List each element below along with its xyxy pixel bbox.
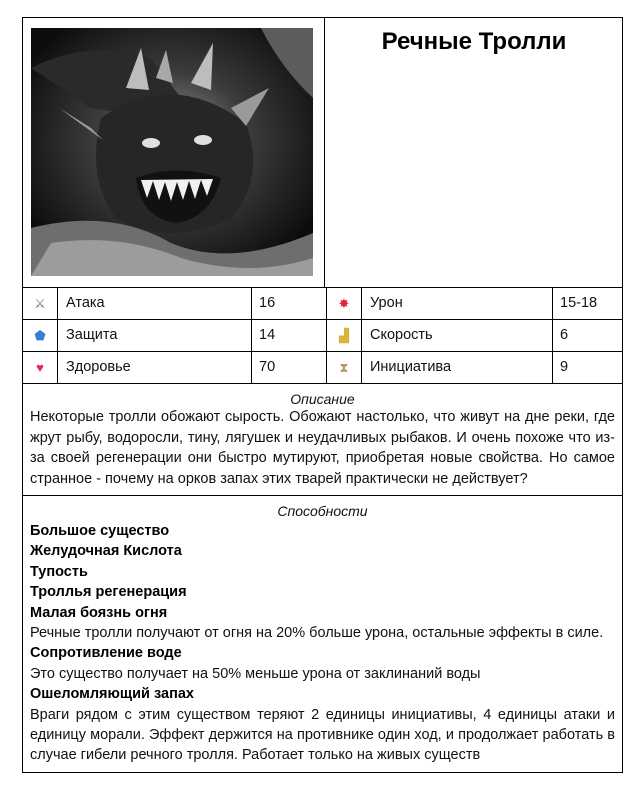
- stat-label: Урон: [362, 288, 553, 319]
- ability-name: Малая боязнь огня: [30, 604, 168, 621]
- stat-value: 9: [560, 359, 569, 375]
- stat-value: 16: [252, 288, 327, 319]
- stat-label: Скорость: [362, 320, 553, 351]
- stat-row: [23, 288, 622, 320]
- abilities-list: [23, 521, 622, 766]
- ability-name: Ошеломляющий запах: [30, 686, 194, 703]
- stat-label: Защита: [58, 320, 252, 351]
- stat-value: 6: [560, 327, 569, 343]
- shield-icon: ⬟: [23, 320, 58, 351]
- card-header: [23, 18, 622, 288]
- ability-name: Троллья регенерация: [30, 584, 187, 601]
- stat-label: Инициатива: [362, 352, 553, 383]
- ability-description: Это существо получает на 50% меньше урона от заклинаний воды: [30, 665, 481, 682]
- creature-title: Речные Тролли: [381, 28, 567, 55]
- ability-name: Тупость: [30, 563, 88, 580]
- portrait-cell: [23, 18, 325, 288]
- heart-icon: ♥: [23, 352, 58, 383]
- stat-row: [23, 352, 622, 384]
- hourglass-icon: ⧗: [327, 352, 362, 383]
- description-text: Некоторые тролли обожают сырость. Обожают настолько, что живут на дне реки, где жрут рыбу, водоросли, тину, лягушек и неудачливых рыбаков. И очень похоже что из-за своей регенерации они быстро мутируют, приобретая новые свойства. Но самое странное - почему на орков запах этих тварей практически не действует?: [30, 409, 615, 487]
- stat-value: 70: [252, 352, 327, 383]
- creature-portrait: [31, 28, 313, 276]
- burst-icon: ✸: [327, 288, 362, 319]
- stat-value: 15-18: [560, 295, 598, 311]
- ability-name: Большое существо: [30, 523, 170, 539]
- ability-name: Сопротивление воде: [30, 645, 182, 662]
- boot-icon: ▟: [327, 320, 362, 351]
- abilities-title: Способности: [277, 503, 368, 519]
- ability-description: Враги рядом с этим существом теряют 2 единицы инициативы, 4 единицы атаки и единицу морали. Эффект держится на противнике один ход, и продолжает работать в случае гибели речного тролля. Работает только на живых существ: [30, 706, 615, 764]
- ability-name: Желудочная Кислота: [30, 543, 182, 560]
- ability-description: Речные тролли получают от огня на 20% больше урона, остальные эффекты в силе.: [30, 625, 604, 642]
- sword-icon: ⚔: [23, 288, 58, 319]
- abilities-section: [23, 496, 622, 772]
- description-section: [23, 384, 622, 496]
- stat-label: Здоровье: [58, 352, 252, 383]
- stat-value: 14: [252, 320, 327, 351]
- creature-card: [22, 17, 623, 773]
- stat-label: Атака: [58, 288, 252, 319]
- stat-row: [23, 320, 622, 352]
- description-title: Описание: [290, 391, 355, 407]
